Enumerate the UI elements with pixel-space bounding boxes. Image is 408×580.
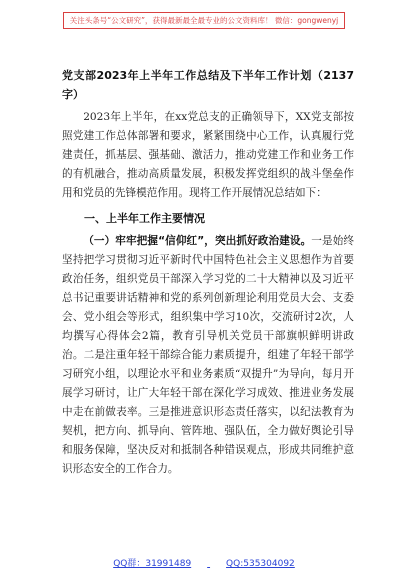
body-text: 一是始终坚持把学习贯彻习近平新时代中国特色社会主义思想作为首要政治任务，组织党员干部深入学习党的二十大精神以及习近平总书记重要讲话精神和党的系列创新理论利用党员大会、支委会、党小组会等形式，组织集中学习10次，交流研讨2次，人均撰写心得体会2篇，教育引导机关党员干部旗帜鲜明讲政治。二是注重年轻干部综合能力素质提升，组建了年轻干部学习研究小组，以理论水平和业务素质“双提升”为导向，每月开展学习研讨，让广大年轻干部在深化学习成效、推进业务发展中走在前做表率。三是推进意识形态责任落实，以纪法教育为契机，把方向、抓导向、管阵地、强队伍，全力做好舆论引导和服务保障，坚决反对和抵制各种错误观点，形成共同维护意识形态安全的工作合力。 — [62, 235, 354, 475]
section-heading: 一、上半年工作主要情况 — [84, 212, 205, 225]
footer-contacts — [0, 556, 408, 569]
header-banner-area — [0, 8, 408, 29]
promo-banner: 关注头条号“公文研究”，获得最新最全最专业的公文资料库！ 微信：gongwenyj — [63, 12, 346, 29]
body-paragraph — [62, 232, 354, 553]
document-body — [62, 66, 354, 553]
intro-paragraph: 2023年上半年，在xx党总支的正确领导下，XX党支部按照党建工作总体部署和要求，紧紧围绕中心工作，认真履行党建责任，抓基层、强基础、激活力，推动党建工作和业务工作的有机融合，推动高质量发展，积极发挥党组织的战斗堡垒作用和党员的先锋模范作用。现将工作开展情况总结如下： — [62, 111, 354, 199]
subsection-heading: （一）牢牢把握“信仰红”，突出抓好政治建设。 — [83, 235, 312, 247]
document-title: 党支部2023年上半年工作总结及下半年工作计划（2137字） — [62, 69, 354, 101]
qq-contact-link[interactable]: QQ:535304092 — [226, 559, 295, 569]
qq-group-link[interactable]: QQ群：31991489 — [113, 559, 192, 569]
